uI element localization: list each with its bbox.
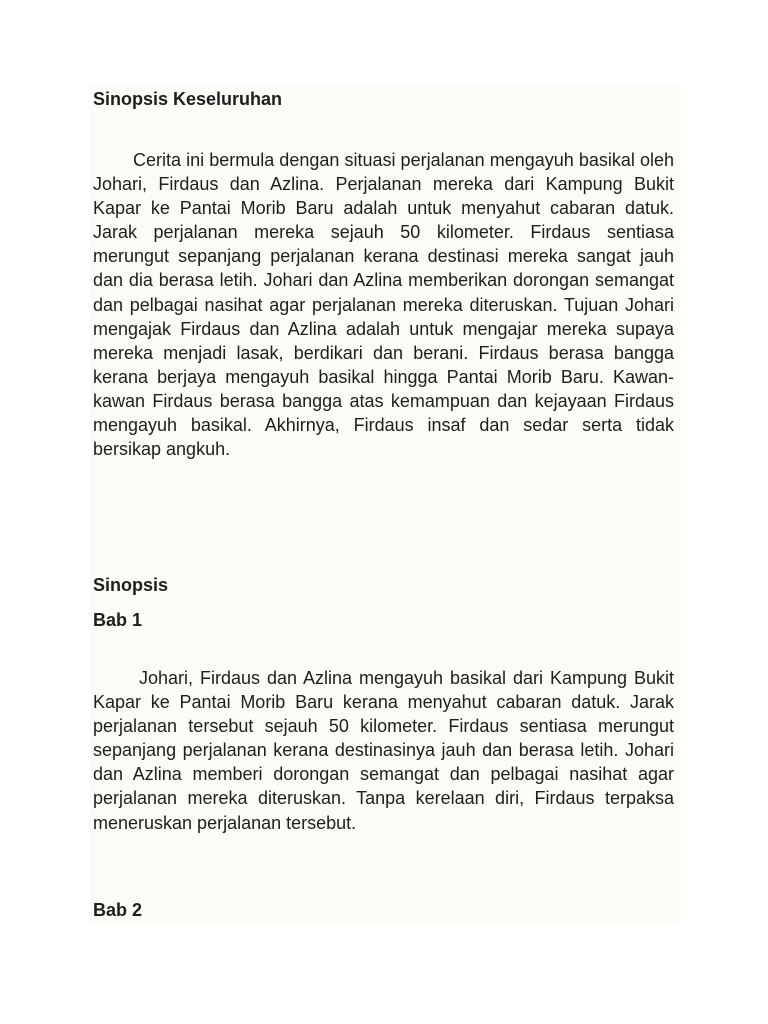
heading-bab-1: Bab 1 <box>93 610 143 630</box>
paragraph-sinopsis-keseluruhan <box>93 148 674 461</box>
heading-sinopsis: Sinopsis <box>93 575 169 595</box>
paragraph-text: Johari, Firdaus dan Azlina mengayuh basikal dari Kampung Bukit Kapar ke Pantai Morib Baru kerana menyahut cabaran datuk. Jarak perjalanan tersebut sejauh 50 kilometer. Firdaus sentiasa merungut sepanjang perjalanan kerana destinasinya jauh dan berasa letih. Johari dan Azlina memberi dorongan semangat dan pelbagai nasihat agar perjalanan mereka diteruskan. Tanpa kerelaan diri, Firdaus terpaksa meneruskan perjalanan tersebut. <box>93 668 674 833</box>
heading-sinopsis-keseluruhan: Sinopsis Keseluruhan <box>93 89 283 109</box>
paragraph-bab-1 <box>93 666 674 835</box>
paragraph-text: Cerita ini bermula dengan situasi perjalanan mengayuh basikal oleh Johari, Firdaus dan Azlina. Perjalanan mereka dari Kampung Bukit Kapar ke Pantai Morib Baru adalah untuk menyahut cabaran datuk. Jarak perjalanan mereka sejauh 50 kilometer. Firdaus sentiasa merungut sepanjang perjalanan kerana destinasi mereka sangat jauh dan dia berasa letih. Johari dan Azlina memberikan dorongan semangat dan pelbagai nasihat agar perjalanan mereka diteruskan. Tujuan Johari mengajak Firdaus dan Azlina adalah untuk mengajar mereka supaya mereka menjadi lasak, berdikari dan berani. Firdaus berasa bangga kerana berjaya mengayuh basikal hingga Pantai Morib Baru. Kawan-kawan Firdaus berasa bangga atas kemampuan dan kejayaan Firdaus mengayuh basikal. Akhirnya, Firdaus insaf dan sedar serta tidak bersikap angkuh. <box>93 150 674 460</box>
heading-bab-2: Bab 2 <box>93 900 143 920</box>
